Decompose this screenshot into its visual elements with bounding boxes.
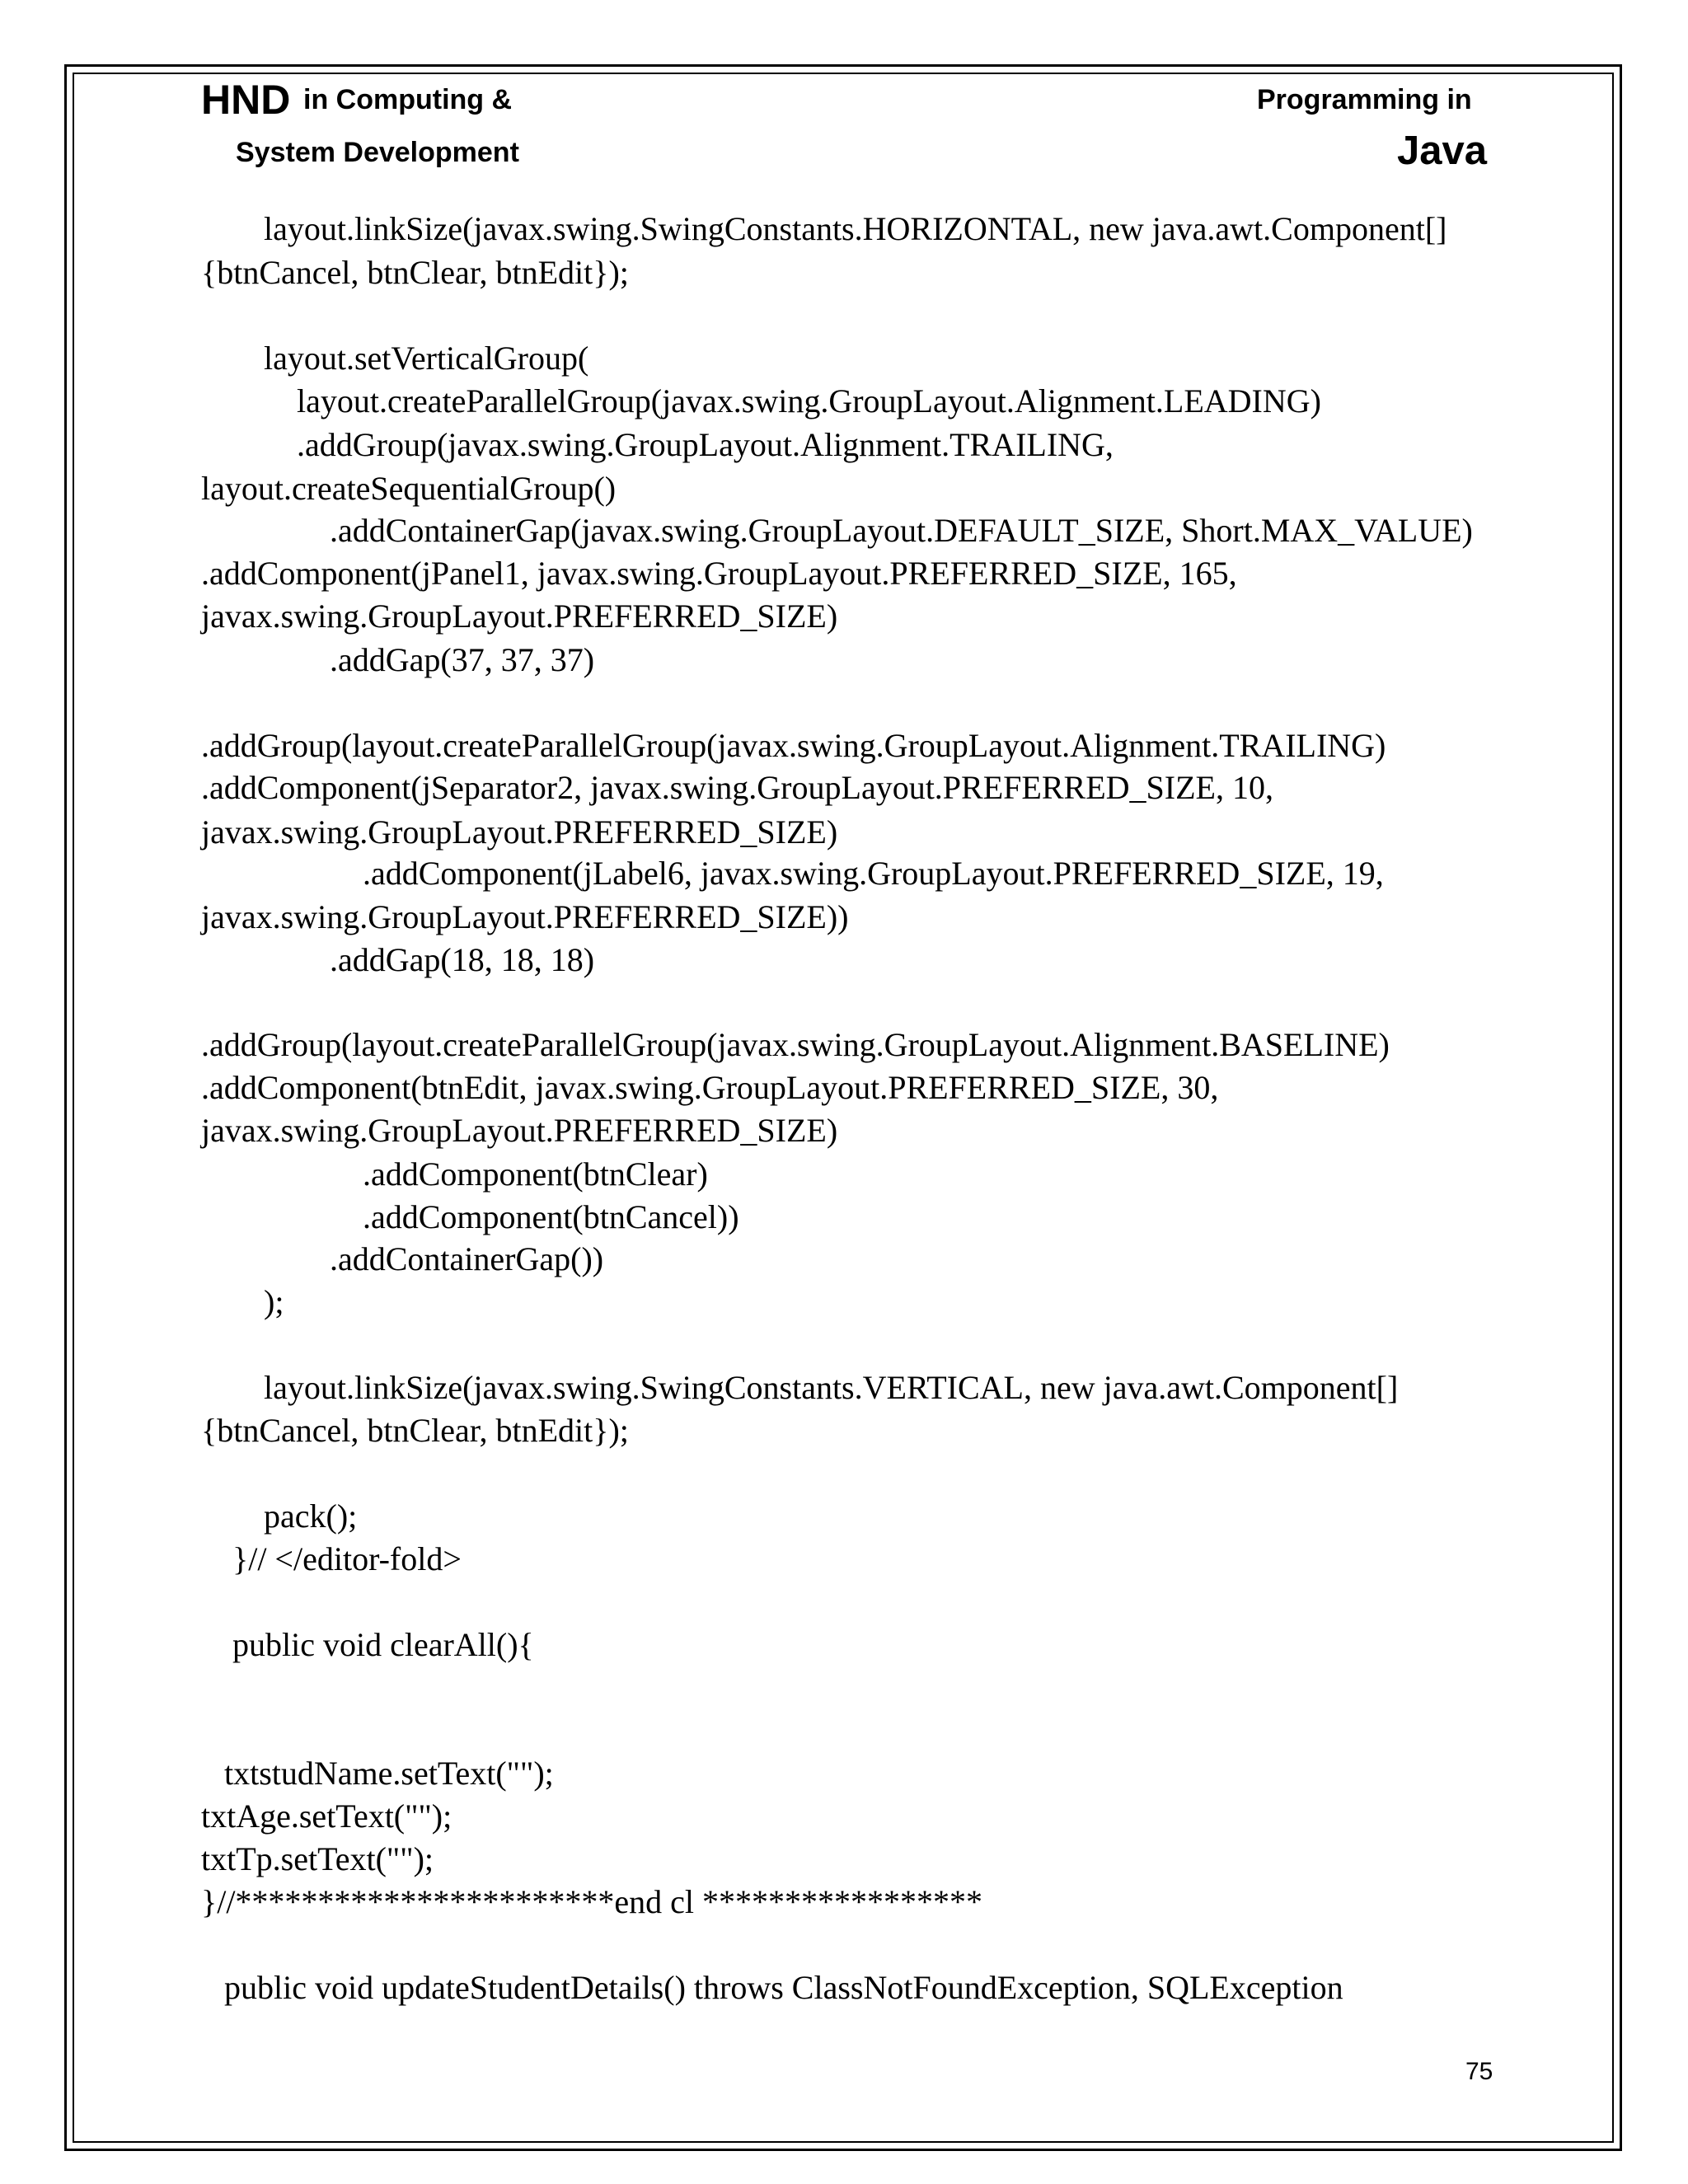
code-line: layout.linkSize(javax.swing.SwingConstants.VERTICAL, new java.awt.Component[] bbox=[264, 1369, 1399, 1406]
header-programming-in: Programming in bbox=[1257, 84, 1472, 115]
code-line: javax.swing.GroupLayout.PREFERRED_SIZE)) bbox=[201, 898, 849, 935]
code-line: public void clearAll(){ bbox=[232, 1626, 534, 1663]
code-line: txtAge.setText(""); bbox=[201, 1797, 452, 1835]
code-line: layout.linkSize(javax.swing.SwingConstants.HORIZONTAL, new java.awt.Component[] bbox=[264, 210, 1447, 247]
code-line: txtTp.setText(""); bbox=[201, 1840, 434, 1877]
code-line: .addGroup(layout.createParallelGroup(javax.swing.GroupLayout.Alignment.BASELINE) bbox=[201, 1026, 1390, 1063]
code-line: .addContainerGap()) bbox=[330, 1240, 604, 1277]
code-line: {btnCancel, btnClear, btnEdit}); bbox=[201, 1412, 629, 1449]
code-line: .addComponent(jSeparator2, javax.swing.GroupLayout.PREFERRED_SIZE, 10, bbox=[201, 769, 1273, 806]
code-line: {btnCancel, btnClear, btnEdit}); bbox=[201, 254, 629, 291]
page-number: 75 bbox=[1465, 2058, 1493, 2085]
code-line: javax.swing.GroupLayout.PREFERRED_SIZE) bbox=[201, 1112, 838, 1149]
code-line: .addComponent(btnEdit, javax.swing.GroupLayout.PREFERRED_SIZE, 30, bbox=[201, 1069, 1219, 1106]
code-line: .addGap(18, 18, 18) bbox=[330, 941, 595, 978]
code-line: layout.createSequentialGroup() bbox=[201, 470, 617, 507]
code-line: txtstudName.setText(""); bbox=[224, 1755, 554, 1792]
code-line: javax.swing.GroupLayout.PREFERRED_SIZE) bbox=[201, 813, 838, 851]
code-line: }// </editor-fold> bbox=[232, 1540, 462, 1577]
header-java: Java bbox=[1397, 129, 1488, 173]
code-line: javax.swing.GroupLayout.PREFERRED_SIZE) bbox=[201, 598, 838, 635]
header-system-development: System Development bbox=[236, 137, 519, 168]
code-line: .addComponent(jLabel6, javax.swing.GroupLayout.PREFERRED_SIZE, 19, bbox=[363, 855, 1384, 892]
header-hnd: HND bbox=[201, 77, 291, 123]
code-line: public void updateStudentDetails() throws ClassNotFoundException, SQLException bbox=[224, 1969, 1343, 2006]
code-line: layout.createParallelGroup(javax.swing.GroupLayout.Alignment.LEADING) bbox=[297, 382, 1321, 419]
code-line: ); bbox=[264, 1283, 284, 1320]
code-line: .addGroup(layout.createParallelGroup(javax.swing.GroupLayout.Alignment.TRAILING) bbox=[201, 727, 1386, 764]
code-line: }//***********************end cl ***************** bbox=[201, 1883, 983, 1920]
code-line: pack(); bbox=[264, 1497, 358, 1535]
code-line: .addComponent(btnCancel)) bbox=[363, 1198, 739, 1235]
code-line: .addContainerGap(javax.swing.GroupLayout.DEFAULT_SIZE, Short.MAX_VALUE) bbox=[330, 512, 1473, 549]
code-line: .addComponent(jPanel1, javax.swing.GroupLayout.PREFERRED_SIZE, 165, bbox=[201, 555, 1237, 592]
code-line: .addGap(37, 37, 37) bbox=[330, 641, 595, 678]
header-computing: in Computing & bbox=[303, 84, 513, 115]
code-line: layout.setVerticalGroup( bbox=[264, 340, 589, 377]
code-line: .addComponent(btnClear) bbox=[363, 1155, 708, 1193]
code-line: .addGroup(javax.swing.GroupLayout.Alignment.TRAILING, bbox=[297, 426, 1114, 463]
